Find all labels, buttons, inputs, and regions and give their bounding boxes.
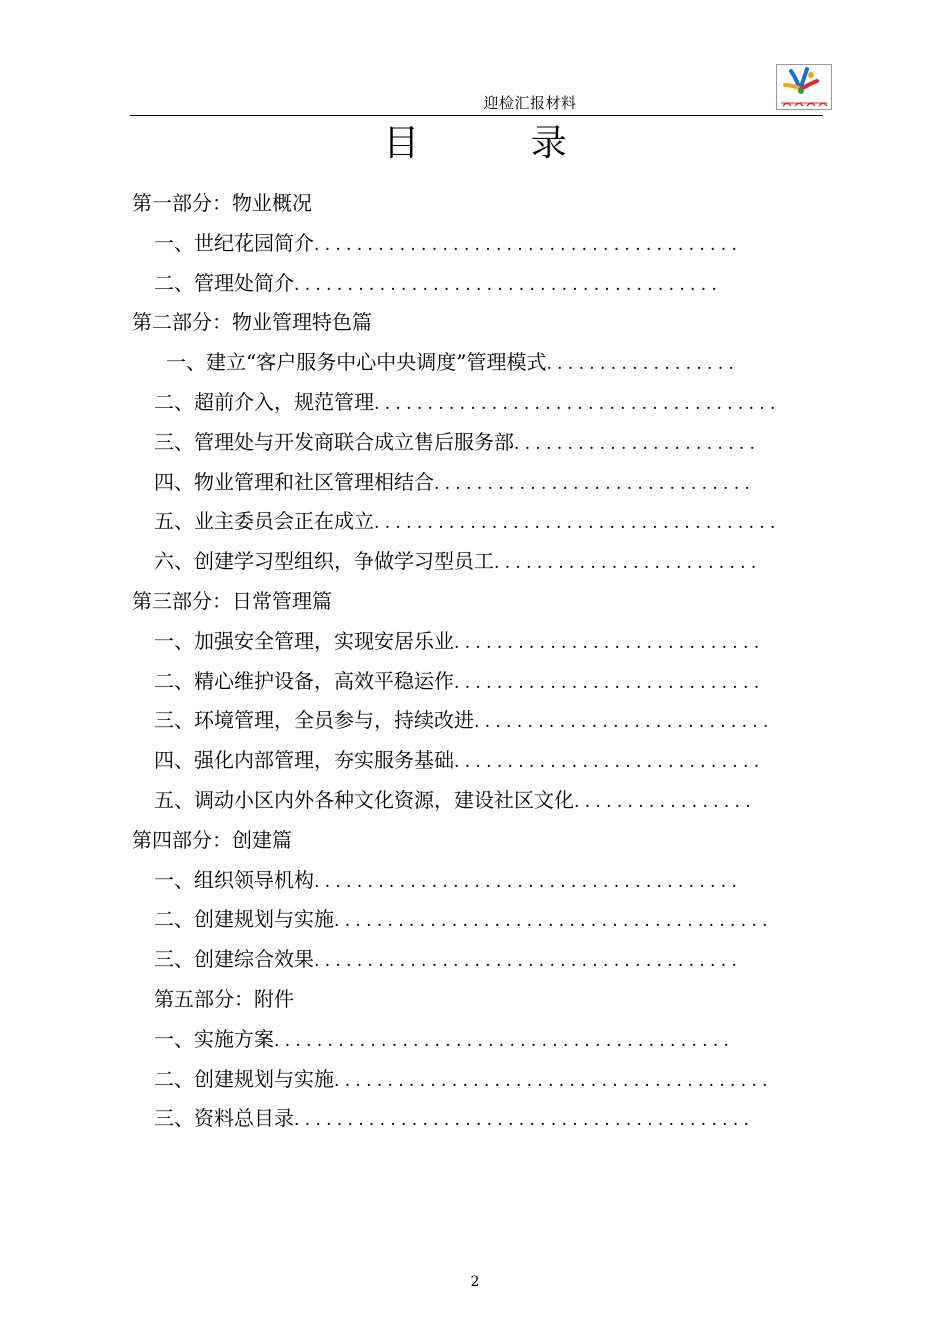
toc-dot-leader: ............................. — [454, 672, 765, 693]
toc-entry — [132, 701, 832, 741]
toc-label: 一、组织领导机构 — [154, 867, 314, 892]
toc-dot-leader: ...................................... — [374, 513, 781, 534]
toc-label: 三、资料总目录 — [154, 1106, 294, 1131]
toc-label: 一、实施方案 — [154, 1026, 274, 1051]
toc-entry — [132, 542, 832, 582]
toc-label: 第一部分：物业概况 — [132, 191, 312, 215]
toc-label: 六、创建学习型组织，争做学习型员工 — [154, 549, 494, 574]
toc-entry — [132, 741, 832, 781]
toc-entry — [132, 781, 832, 821]
toc-dot-leader: ........................................... — [294, 1110, 755, 1131]
toc-entry — [132, 224, 832, 264]
toc-label: 一、建立“客户服务中心中央调度”管理模式 — [166, 350, 547, 375]
toc-section-heading — [132, 821, 832, 861]
toc-entry — [132, 622, 832, 662]
page-title: 目 录 — [383, 123, 617, 164]
toc-dot-leader: ................. — [574, 791, 756, 812]
toc-entry — [132, 662, 832, 702]
toc-entry — [132, 502, 832, 542]
toc-dot-leader: ........................................ — [314, 871, 743, 892]
toc-section-heading — [132, 980, 832, 1020]
toc-label: 三、环境管理，全员参与，持续改进 — [154, 708, 474, 733]
toc-label: 二、创建规划与实施 — [154, 1066, 334, 1091]
toc-entry — [132, 1099, 832, 1139]
toc-entry — [132, 343, 832, 383]
header-title: 迎检汇报材料 — [483, 94, 577, 112]
toc-entry — [132, 1060, 832, 1100]
toc-dot-leader: ........................................... — [274, 1030, 735, 1051]
toc-label: 三、管理处与开发商联合成立售后服务部 — [154, 429, 514, 454]
toc-dot-leader: ............................ — [474, 712, 774, 733]
toc-label: 二、创建规划与实施 — [154, 907, 334, 932]
toc-label: 三、创建综合效果 — [154, 947, 314, 972]
toc-entry — [132, 383, 832, 423]
toc-label: 二、管理处简介 — [154, 270, 294, 295]
toc-entry — [132, 940, 832, 980]
toc-dot-leader: .............................. — [434, 473, 756, 494]
toc-section-heading — [132, 184, 832, 224]
toc-label: 四、强化内部管理，夯实服务基础 — [154, 748, 454, 773]
toc-section-heading — [132, 582, 832, 622]
toc-label: 二、超前介入，规范管理 — [154, 389, 374, 414]
toc-entry — [132, 463, 832, 503]
toc-dot-leader: ......................................... — [334, 911, 773, 932]
toc-dot-leader: ...................................... — [374, 393, 781, 414]
toc-label: 第三部分：日常管理篇 — [132, 588, 332, 613]
toc-entry — [132, 264, 832, 304]
toc-label: 第四部分：创建篇 — [132, 827, 292, 852]
header-divider — [130, 115, 823, 116]
toc-label: 第五部分：附件 — [154, 986, 294, 1011]
toc-dot-leader: ........................................ — [294, 274, 723, 295]
toc-label: 第二部分：物业管理特色篇 — [132, 310, 372, 335]
toc-entry — [132, 1020, 832, 1060]
toc-dot-leader: ............................. — [454, 632, 765, 653]
toc-entry — [132, 900, 832, 940]
toc-dot-leader: ......................................... — [334, 1070, 773, 1091]
toc-dot-leader: ........................................ — [314, 234, 743, 255]
toc-entry — [132, 861, 832, 901]
toc-label: 一、加强安全管理，实现安居乐业 — [154, 628, 454, 653]
toc-dot-leader: .................. — [546, 354, 740, 375]
table-of-contents — [132, 184, 832, 1139]
toc-entry — [132, 423, 832, 463]
toc-dot-leader: ......................... — [494, 553, 762, 574]
toc-label: 五、业主委员会正在成立 — [154, 509, 374, 534]
flower-logo-icon — [776, 64, 832, 110]
toc-label: 一、世纪花园简介 — [154, 230, 314, 255]
page-number: 2 — [470, 1274, 480, 1290]
toc-dot-leader: ....................... — [514, 433, 761, 454]
toc-section-heading — [132, 303, 832, 343]
toc-dot-leader: ........................................ — [314, 951, 743, 972]
toc-label: 五、调动小区内外各种文化资源，建设社区文化 — [154, 787, 574, 812]
toc-label: 四、物业管理和社区管理相结合 — [154, 469, 434, 494]
toc-dot-leader: ............................. — [454, 752, 765, 773]
toc-label: 二、精心维护设备，高效平稳运作 — [154, 668, 454, 693]
